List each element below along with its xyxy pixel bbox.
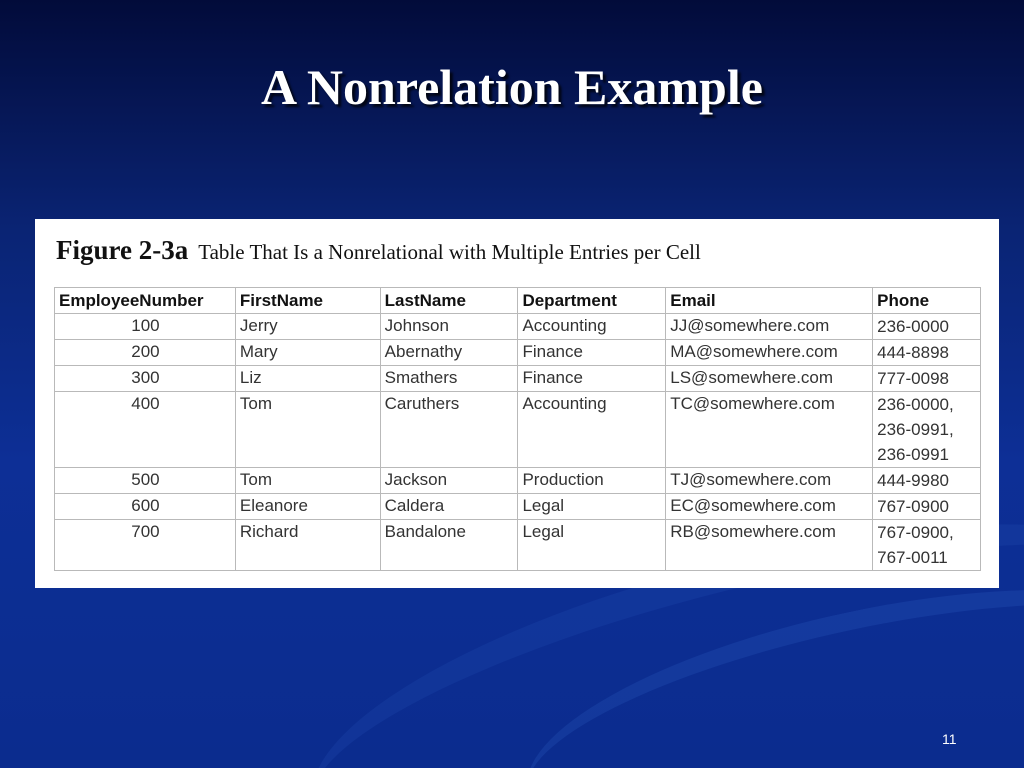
employee-number-cell: 400 (55, 392, 236, 468)
employee-number-cell: 700 (55, 520, 236, 571)
last-name-cell: Caruthers (380, 392, 518, 468)
page-number: 11 (942, 731, 957, 747)
slide-title: A Nonrelation Example (261, 59, 763, 115)
table-row (55, 520, 981, 571)
last-name-cell: Johnson (380, 314, 518, 340)
figure-panel (35, 219, 999, 588)
first-name-cell: Mary (235, 340, 380, 366)
department-cell: Production (518, 468, 666, 494)
employee-table (54, 287, 981, 571)
employee-number-cell: 200 (55, 340, 236, 366)
table-header-row (55, 288, 981, 314)
last-name-cell: Smathers (380, 366, 518, 392)
table-row (55, 392, 981, 468)
phone-value: 236-0991 (877, 445, 949, 464)
email-cell: RB@somewhere.com (666, 520, 873, 571)
department-cell: Legal (518, 494, 666, 520)
department-cell: Legal (518, 520, 666, 571)
last-name-cell: Caldera (380, 494, 518, 520)
first-name-cell: Tom (235, 392, 380, 468)
employee-number-cell: 500 (55, 468, 236, 494)
last-name-cell: Bandalone (380, 520, 518, 571)
department-cell: Finance (518, 340, 666, 366)
email-cell: LS@somewhere.com (666, 366, 873, 392)
first-name-cell: Liz (235, 366, 380, 392)
first-name-cell: Eleanore (235, 494, 380, 520)
figure-caption (56, 235, 701, 266)
column-header: FirstName (235, 288, 380, 314)
figure-label: Figure 2-3a (56, 235, 189, 265)
employee-number-cell: 300 (55, 366, 236, 392)
email-cell: MA@somewhere.com (666, 340, 873, 366)
table-row (55, 314, 981, 340)
phone-cell (873, 468, 981, 494)
email-cell: TJ@somewhere.com (666, 468, 873, 494)
column-header: LastName (380, 288, 518, 314)
employee-number-cell: 100 (55, 314, 236, 340)
phone-cell (873, 494, 981, 520)
table-row (55, 468, 981, 494)
table-row (55, 340, 981, 366)
column-header: EmployeeNumber (55, 288, 236, 314)
last-name-cell: Abernathy (380, 340, 518, 366)
phone-value: 767-0900 (877, 497, 949, 516)
department-cell: Accounting (518, 314, 666, 340)
first-name-cell: Richard (235, 520, 380, 571)
employee-number-cell: 600 (55, 494, 236, 520)
phone-value: 236-0000, (877, 395, 954, 414)
first-name-cell: Jerry (235, 314, 380, 340)
table-row (55, 494, 981, 520)
email-cell: TC@somewhere.com (666, 392, 873, 468)
phone-value: 236-0000 (877, 317, 949, 336)
department-cell: Finance (518, 366, 666, 392)
first-name-cell: Tom (235, 468, 380, 494)
phone-cell (873, 366, 981, 392)
phone-cell (873, 520, 981, 571)
figure-description: Table That Is a Nonrelational with Multiple Entries per Cell (198, 240, 701, 264)
email-cell: JJ@somewhere.com (666, 314, 873, 340)
phone-cell (873, 314, 981, 340)
column-header: Email (666, 288, 873, 314)
department-cell: Accounting (518, 392, 666, 468)
phone-value: 236-0991, (877, 420, 954, 439)
phone-cell (873, 340, 981, 366)
column-header: Department (518, 288, 666, 314)
phone-value: 444-9980 (877, 471, 949, 490)
table-row (55, 366, 981, 392)
email-cell: EC@somewhere.com (666, 494, 873, 520)
last-name-cell: Jackson (380, 468, 518, 494)
phone-value: 767-0011 (877, 548, 948, 567)
column-header: Phone (873, 288, 981, 314)
phone-value: 444-8898 (877, 343, 949, 362)
phone-value: 767-0900, (877, 523, 954, 542)
phone-value: 777-0098 (877, 369, 949, 388)
phone-cell (873, 392, 981, 468)
